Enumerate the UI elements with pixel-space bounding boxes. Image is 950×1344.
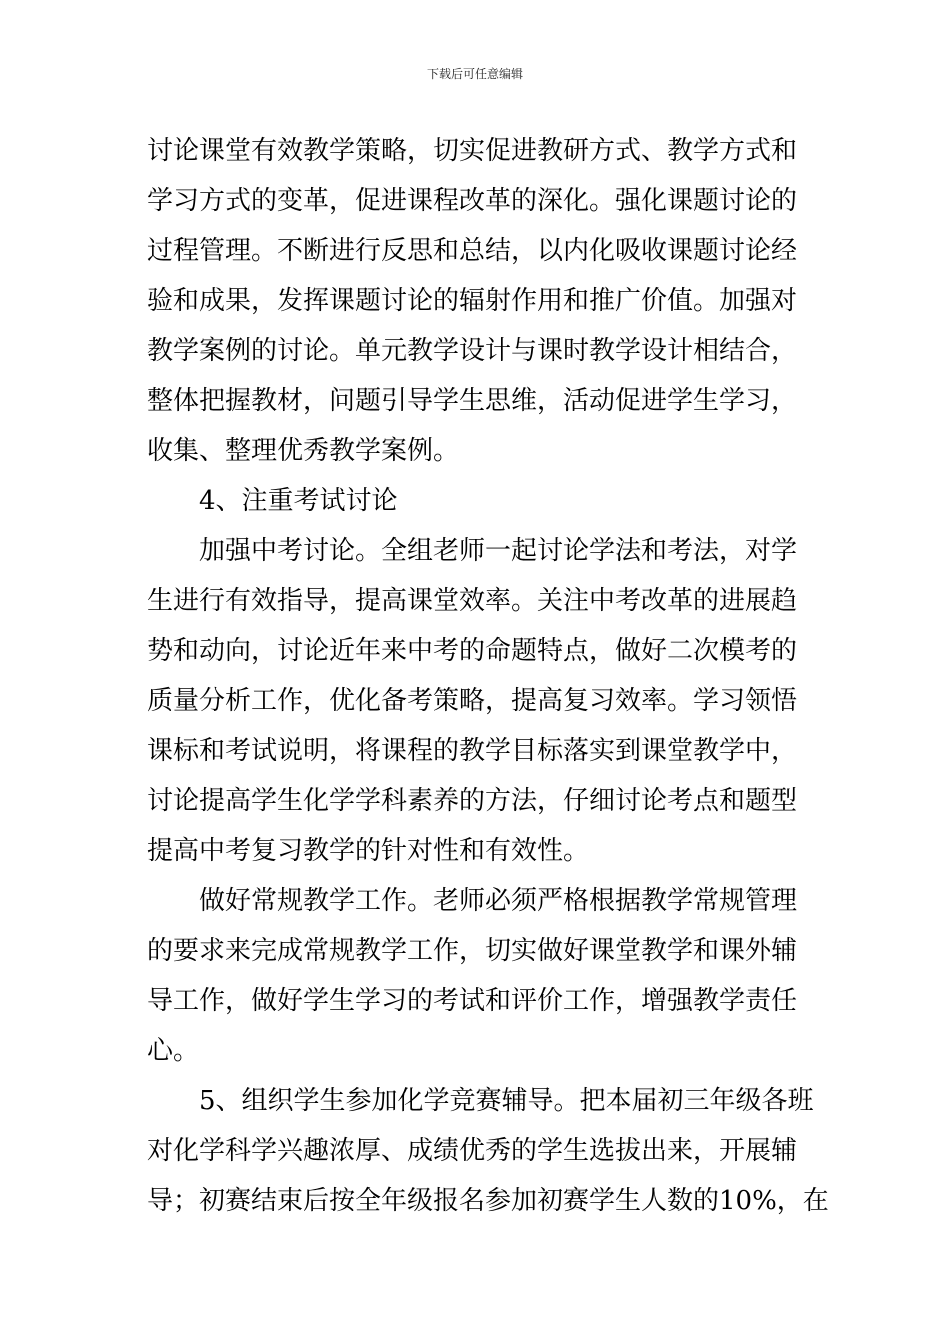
page-header: 下载后可任意编辑 bbox=[426, 67, 523, 81]
text-line: 质量分析工作，优化备考策略，提高复习效率。学习领悟 bbox=[147, 686, 798, 716]
text-line: 学习方式的变革，促进课程改革的深化。强化课题讨论的 bbox=[147, 186, 798, 216]
text-line: 心。 bbox=[147, 1036, 200, 1066]
text-line: 过程管理。不断进行反思和总结，以内化吸收课题讨论经 bbox=[147, 236, 798, 266]
text-line: 5、组织学生参加化学竞赛辅导。把本届初三年级各班 bbox=[199, 1086, 814, 1116]
text-line: 讨论课堂有效教学策略，切实促进教研方式、教学方式和 bbox=[147, 136, 798, 166]
text-line: 对化学科学兴趣浓厚、成绩优秀的学生选拔出来，开展辅 bbox=[147, 1136, 798, 1166]
text-line: 导工作，做好学生学习的考试和评价工作，增强教学责任 bbox=[147, 986, 798, 1016]
text-line: 势和动向，讨论近年来中考的命题特点，做好二次模考的 bbox=[147, 636, 798, 666]
text-line: 导；初赛结束后按全年级报名参加初赛学生人数的10%，在 bbox=[147, 1186, 829, 1216]
text-line: 的要求来完成常规教学工作，切实做好课堂教学和课外辅 bbox=[147, 936, 798, 966]
text-line: 生进行有效指导，提高课堂效率。关注中考改革的进展趋 bbox=[147, 586, 798, 616]
text-line: 收集、整理优秀教学案例。 bbox=[147, 436, 460, 466]
document-body bbox=[147, 126, 829, 1226]
text-line: 课标和考试说明，将课程的教学目标落实到课堂教学中， bbox=[147, 736, 798, 766]
text-line: 提高中考复习教学的针对性和有效性。 bbox=[147, 836, 590, 866]
text-line: 讨论提高学生化学学科素养的方法，仔细讨论考点和题型 bbox=[147, 786, 798, 816]
text-line: 验和成果，发挥课题讨论的辐射作用和推广价值。加强对 bbox=[147, 286, 798, 316]
text-line: 教学案例的讨论。单元教学设计与课时教学设计相结合， bbox=[147, 336, 798, 366]
text-line: 整体把握教材，问题引导学生思维，活动促进学生学习， bbox=[147, 386, 798, 416]
section-heading: 4、注重考试讨论 bbox=[199, 486, 398, 516]
text-line: 加强中考讨论。全组老师一起讨论学法和考法，对学 bbox=[199, 536, 798, 566]
text-line: 做好常规教学工作。老师必须严格根据教学常规管理 bbox=[199, 886, 798, 916]
